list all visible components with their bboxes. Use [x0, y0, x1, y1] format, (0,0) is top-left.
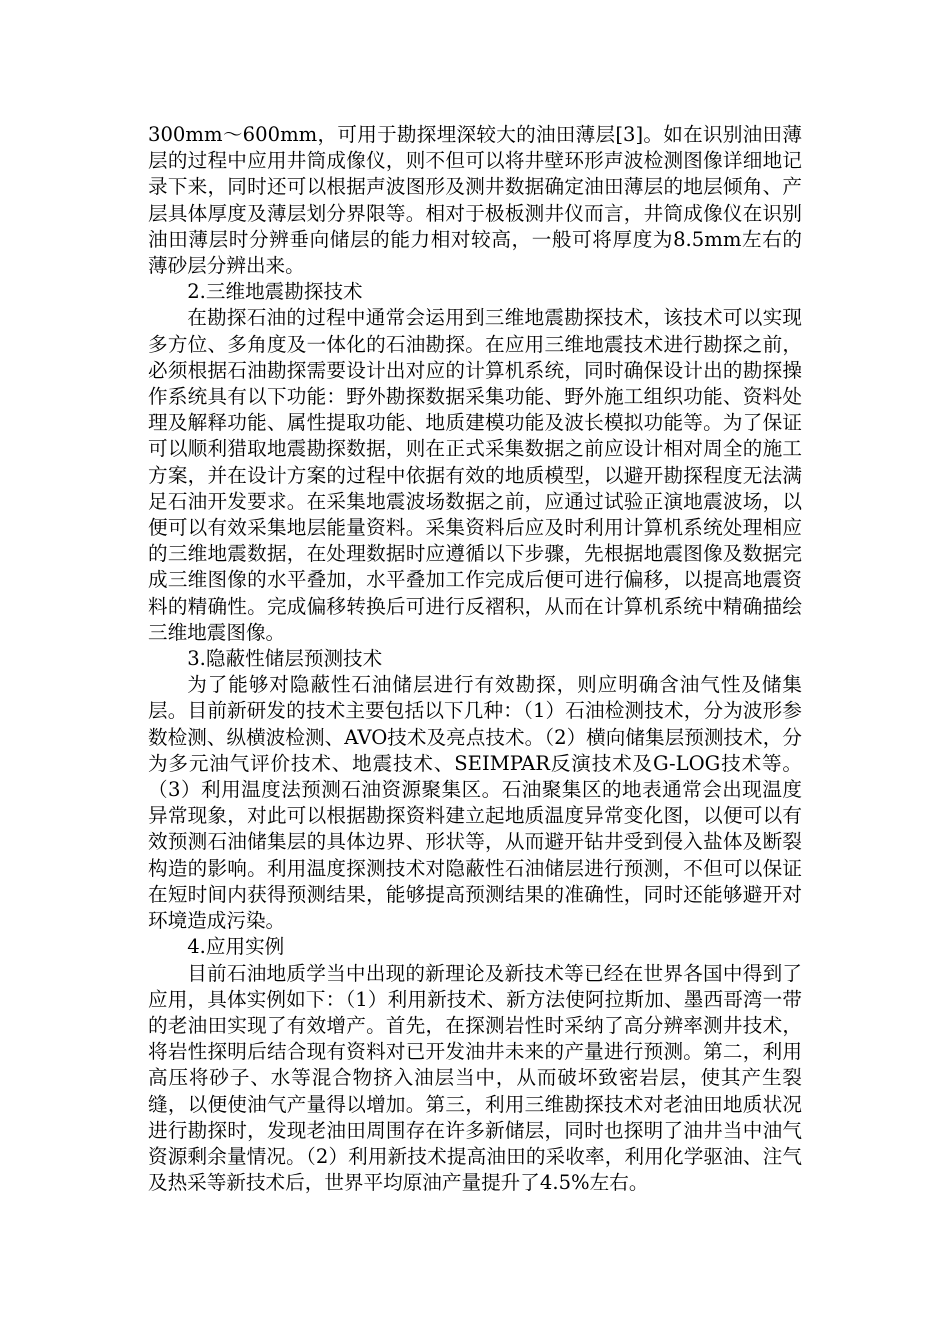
paragraph-3d-seismic: 在勘探石油的过程中通常会运用到三维地震勘探技术，该技术可以实现多方位、多角度及一体化的石油勘探。在应用三维地震技术进行勘探之前，必须根据石油勘探需要设计出对应的计算机系统，同时确保设计出的勘探操作系统具有以下功能：野外勘探数据采集功能、野外施工组织功能、资料处理及解释功能、属性提取功能、地质建模功能及波长模拟功能等。为了保证可以顺利猎取地震勘探数据，则在正式采集数据之前应设计相对周全的施工方案，并在设计方案的过程中依据有效的地质模型，以避开勘探程度无法满足石油开发要求。在采集地震波场数据之前，应通过试验正演地震波场，以便可以有效采集地层能量资料。采集资料后应及时利用计算机系统处理相应的三维地震数据，在处理数据时应遵循以下步骤，先根据地震图像及数据完成三维图像的水平叠加，水平叠加工作完成后便可进行偏移，以提高地震资料的精确性。完成偏移转换后可进行反褶积，从而在计算机系统中精确描绘三维地震图像。 [148, 306, 802, 644]
document-page [148, 122, 802, 1196]
paragraph-hidden-reservoir: 为了能够对隐蔽性石油储层进行有效勘探，则应明确含油气性及储集层。目前新研发的技术主要包括以下几种：（1）石油检测技术，分为波形参数检测、纵横波检测、AVO技术及亮点技术。（2）横向储集层预测技术，分为多元油气评价技术、地震技术、SEIMPAR反演技术及G-LOG技术等。（3）利用温度法预测石油资源聚集区。石油聚集区的地表通常会出现温度异常现象，对此可以根据勘探资料建立起地质温度异常变化图，以便可以有效预测石油储集层的具体边界、形状等，从而避开钻井受到侵入盐体及断裂构造的影响。利用温度探测技术对隐蔽性石油储层进行预测，不但可以保证在短时间内获得预测结果，能够提高预测结果的准确性，同时还能够避开对环境造成污染。 [148, 673, 802, 933]
section-heading-3d-seismic: 2.三维地震勘探技术 [187, 280, 363, 304]
paragraph-application: 目前石油地质学当中出现的新理论及新技术等已经在世界各国中得到了应用，具体实例如下：（1）利用新技术、新方法使阿拉斯加、墨西哥湾一带的老油田实现了有效增产。首先，在探测岩性时采纳了高分辨率测井技术，将岩性探明后结合现有资料对已开发油井未来的产量进行预测。第二，利用高压将砂子、水等混合物挤入油层当中，从而破坏致密岩层，使其产生裂缝，以便使油气产量得以增加。第三，利用三维勘探技术对老油田地质状况进行勘探时，发现老油田周围存在许多新储层，同时也探明了油井当中油气资源剩余量情况。（2）利用新技术提高油田的采收率，利用化学驱油、注气及热采等新技术后，世界平均原油产量提升了4.5%左右。 [148, 961, 802, 1195]
section-heading-hidden-reservoir: 3.隐蔽性储层预测技术 [187, 647, 383, 671]
paragraph-thin-layer-imaging: 300mm～600mm，可用于勘探埋深较大的油田薄层[3]。如在识别油田薄层的过程中应用井筒成像仪，则不但可以将井壁环形声波检测图像详细地记录下来，同时还可以根据声波图形及测井数据确定油田薄层的地层倾角、产层具体厚度及薄层划分界限等。相对于极板测井仪而言，井筒成像仪在识别油田薄层时分辨垂向储层的能力相对较高，一般可将厚度为8.5mm左右的薄砂层分辨出来。 [148, 123, 802, 278]
section-heading-application: 4.应用实例 [187, 935, 285, 959]
